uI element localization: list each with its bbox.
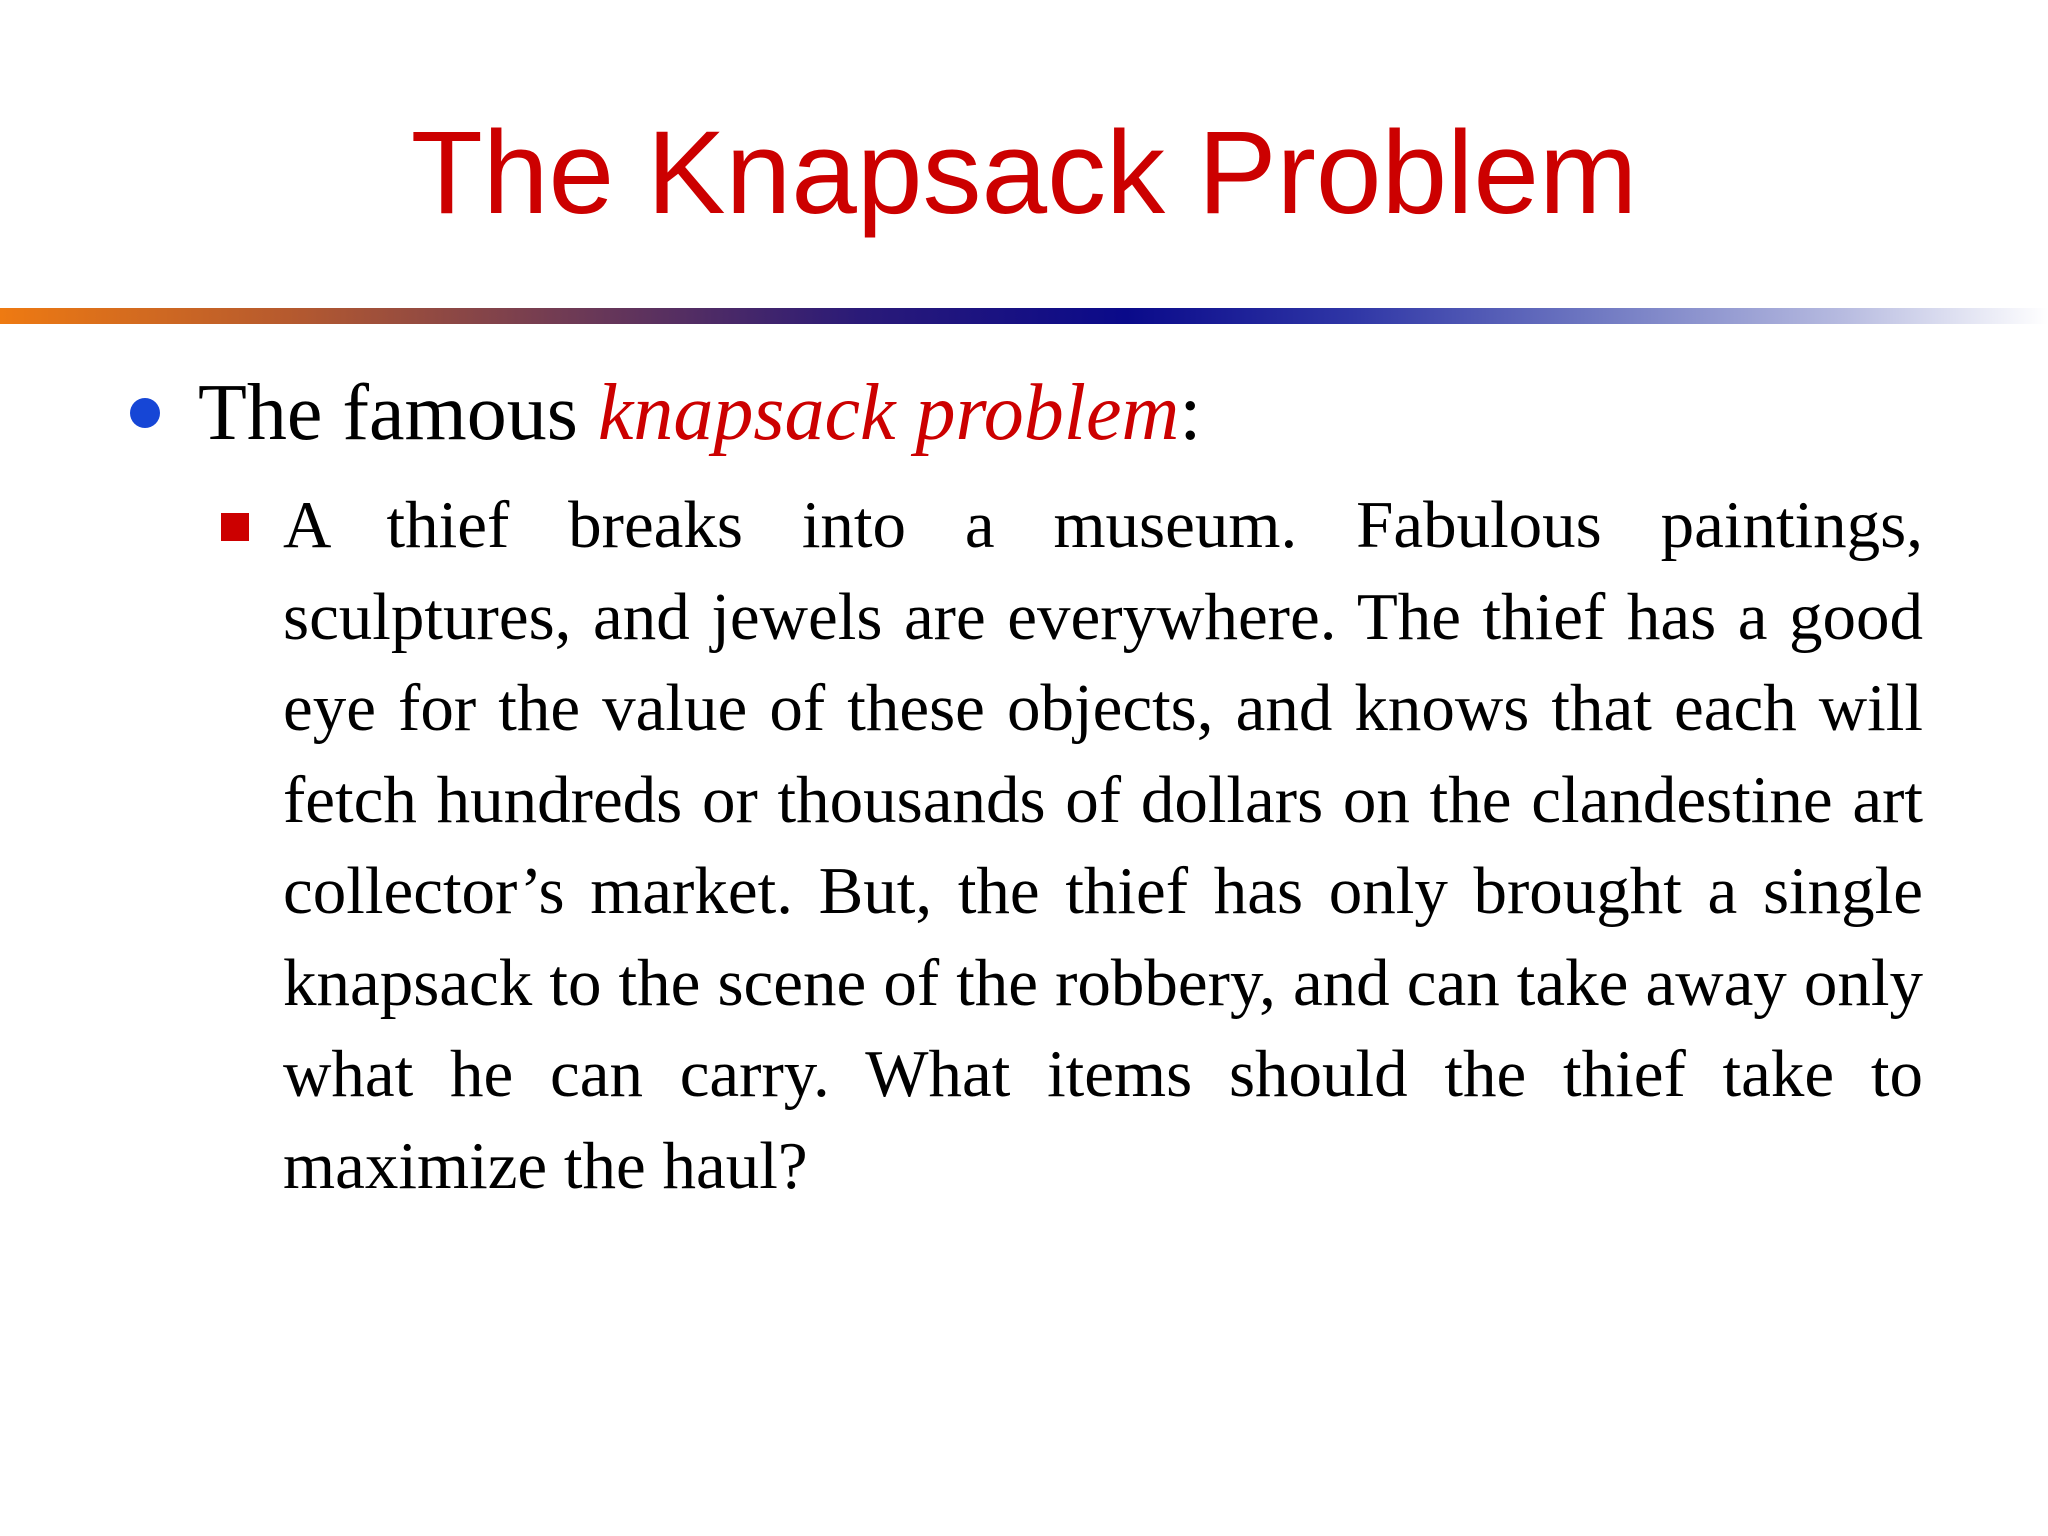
bullet-emphasis: knapsack problem — [597, 369, 1180, 457]
round-bullet-icon — [130, 398, 160, 428]
bullet-suffix: : — [1179, 369, 1202, 457]
title-divider — [0, 308, 2048, 324]
slide-title: The Knapsack Problem — [410, 107, 1638, 239]
square-bullet-icon — [221, 513, 249, 541]
sub-bullet-paragraph: A thief breaks into a museum. Fabulous paintings, sculptures, and jewels are everywhere. The thief has a good eye for the value of these objects, and knows that each will fetch hundreds or thousands of dollars on the clandestine art collector’s market. But, the thief has only brought a single knapsack to the scene of the robbery, and can take away only what he can carry. What items should the thief take to maximize the haul? — [283, 488, 1923, 1203]
bullet-item-level1 — [198, 358, 1201, 468]
bullet-prefix: The famous — [198, 369, 598, 457]
